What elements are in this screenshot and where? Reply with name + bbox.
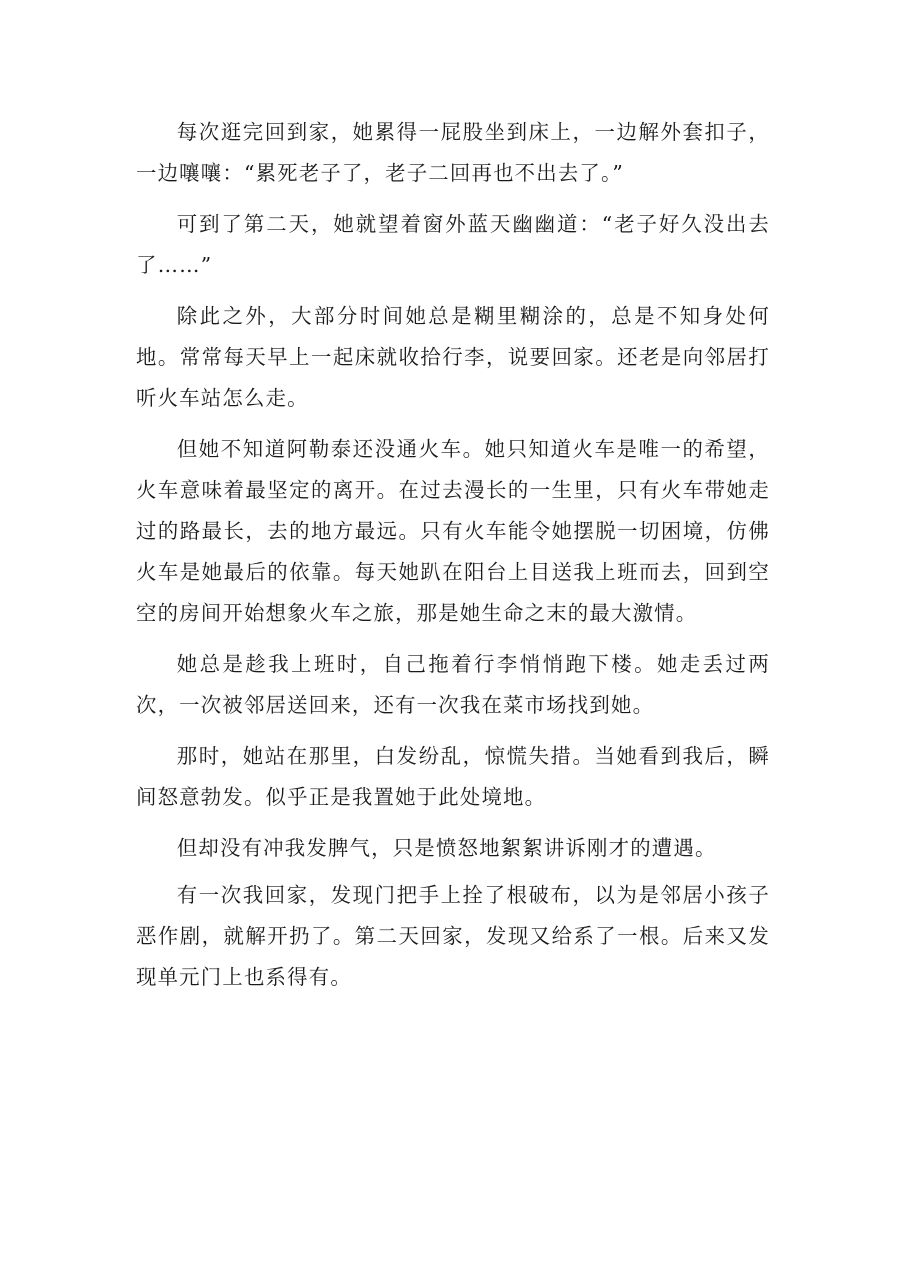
paragraph-2: 可到了第二天，她就望着窗外蓝天幽幽道：“老子好久没出去了……”: [136, 212, 770, 277]
paragraph-4: 但她不知道阿勒泰还没通火车。她只知道火车是唯一的希望，火车意味着最坚定的离开。在过去漫长的一生里，只有火车带她走过的路最长，去的地方最远。只有火车能令她摆脱一切困境，仿佛火车是她最后的依靠。每天她趴在阳台上目送我上班而去，回到空空的房间开始想象火车之旅，那是她生命之末的最大激情。: [136, 437, 770, 625]
paragraph-6: 那时，她站在那里，白发纷乱，惊慌失措。当她看到我后，瞬间怒意勃发。似乎正是我置她于此处境地。: [136, 744, 770, 809]
paragraph-1: 每次逛完回到家，她累得一屁股坐到床上，一边解外套扣子，一边嚷嚷：“累死老子了，老子二回再也不出去了。”: [136, 120, 770, 185]
paragraph-8: 有一次我回家，发现门把手上拴了根破布，以为是邻居小孩子恶作剧，就解开扔了。第二天回家，发现又给系了一根。后来又发现单元门上也系得有。: [136, 883, 770, 989]
paragraph-3: 除此之外，大部分时间她总是糊里糊涂的，总是不知身处何地。常常每天早上一起床就收拾行李，说要回家。还老是向邻居打听火车站怎么走。: [136, 304, 770, 410]
paragraph-5: 她总是趁我上班时，自己拖着行李悄悄跑下楼。她走丢过两次，一次被邻居送回来，还有一次我在菜市场找到她。: [136, 652, 770, 717]
text-body: [136, 112, 770, 1008]
paragraph-7: 但却没有冲我发脾气，只是愤怒地絮絮讲诉刚才的遭遇。: [176, 836, 717, 860]
